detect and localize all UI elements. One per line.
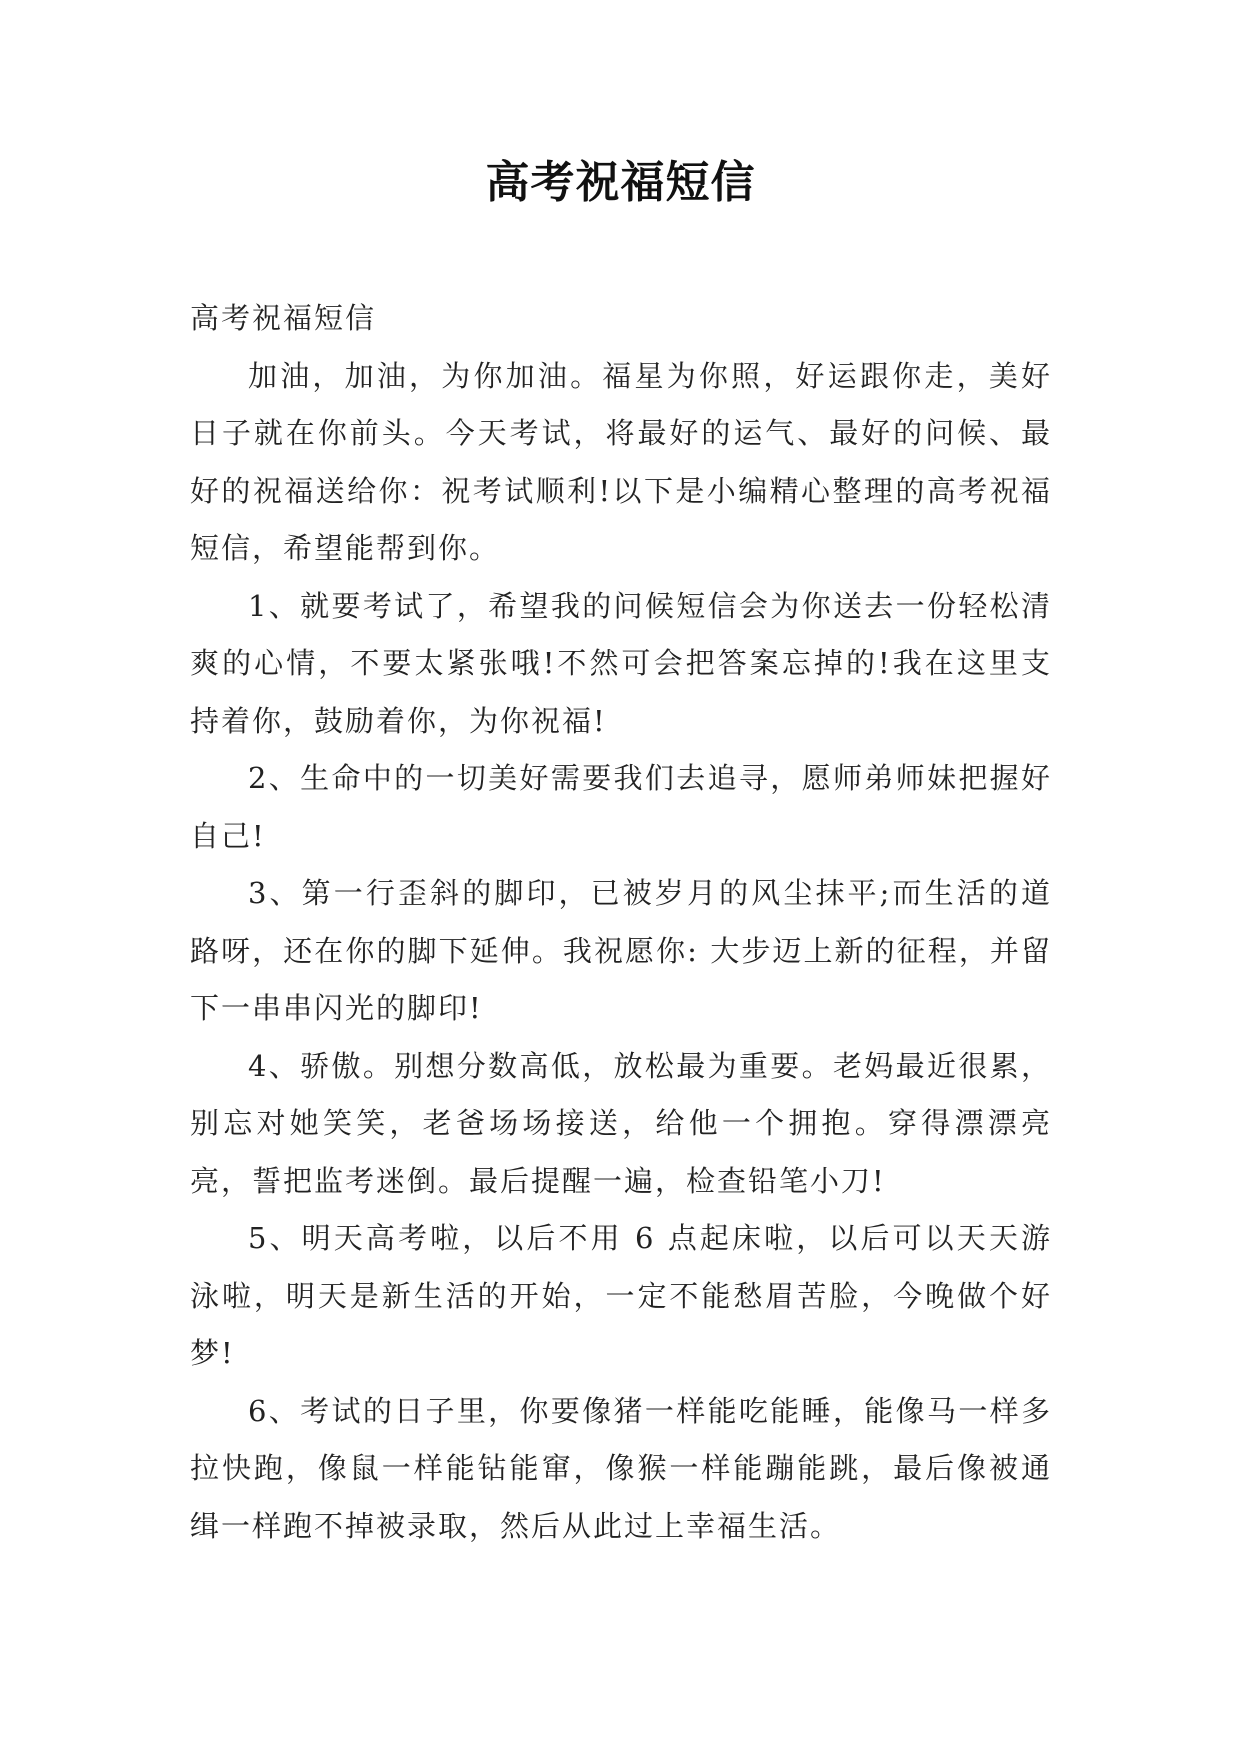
document-subtitle: 高考祝福短信 [190, 301, 377, 335]
paragraph-item-6: 6、考试的日子里，你要像猪一样能吃能睡，能像马一样多拉快跑，像鼠一样能钻能窜，像猴一样能蹦能跳，最后像被通缉一样跑不掉被录取，然后从此过上幸福生活。 [190, 1393, 1052, 1543]
paragraph-item-4: 4、骄傲。别想分数高低，放松最为重要。老妈最近很累，别忘对她笑笑，老爸场场接送，给他一个拥抱。穿得漂漂亮亮，誓把监考迷倒。最后提醒一遍，检查铅笔小刀! [190, 1048, 1052, 1198]
paragraph-item-3: 3、第一行歪斜的脚印，已被岁月的风尘抹平;而生活的道路呀，还在你的脚下延伸。我祝愿你: 大步迈上新的征程，并留下一串串闪光的脚印! [190, 876, 1052, 1025]
paragraph-intro: 加油，加油，为你加油。福星为你照，好运跟你走，美好日子就在你前头。今天考试，将最好的运气、最好的问候、最好的祝福送给你：祝考试顺利!以下是小编精心整理的高考祝福短信，希望能帮到你。 [190, 358, 1052, 565]
document-title: 高考祝福短信 [485, 157, 756, 208]
paragraph-item-1: 1、就要考试了，希望我的问候短信会为你送去一份轻松清爽的心情，不要太紧张哦!不然可会把答案忘掉的!我在这里支持着你，鼓励着你，为你祝福! [190, 588, 1052, 738]
paragraph-item-5: 5、明天高考啦，以后不用 6 点起床啦，以后可以天天游泳啦，明天是新生活的开始，一定不能愁眉苦脸，今晚做个好梦! [190, 1221, 1052, 1370]
document-body [190, 290, 1052, 1555]
paragraph-item-2: 2、生命中的一切美好需要我们去追寻，愿师弟师妹把握好自己! [190, 761, 1052, 853]
